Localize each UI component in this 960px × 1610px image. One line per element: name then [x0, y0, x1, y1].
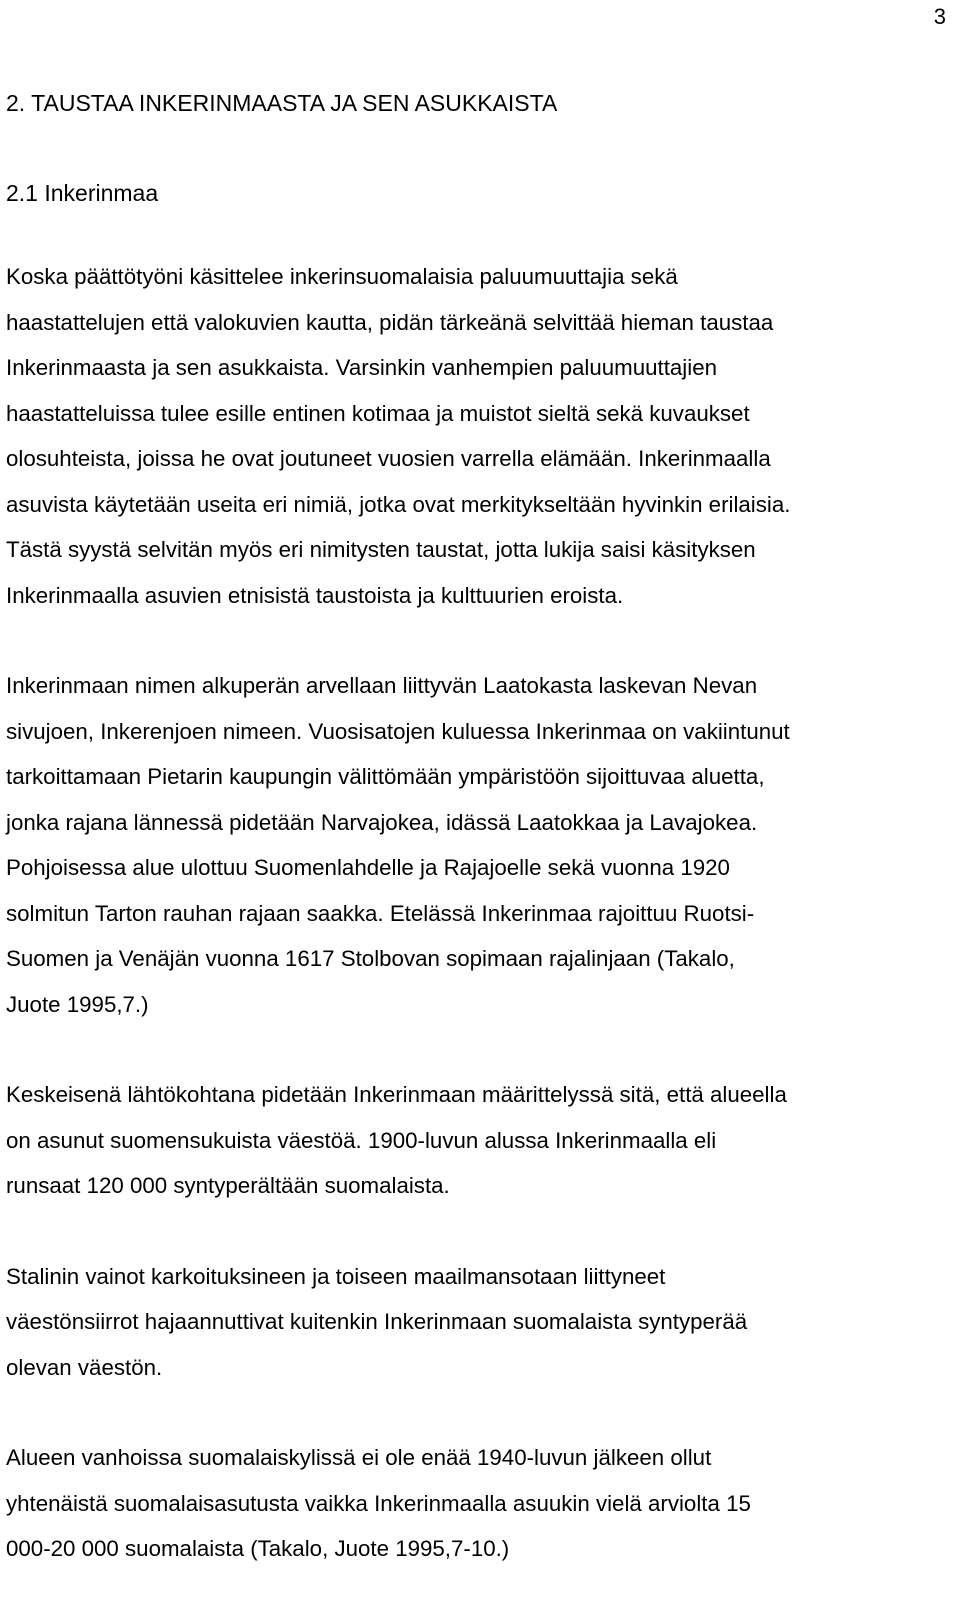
text-line: sivujoen, Inkerenjoen nimeen. Vuosisatojen kuluessa Inkerinmaa on vakiintunut — [6, 718, 790, 744]
text-line: solmitun Tarton rauhan rajaan saakka. Etelässä Inkerinmaa rajoittuu Ruotsi- — [6, 900, 755, 926]
text-line: yhtenäistä suomalaisasutusta vaikka Inkerinmaalla asuukin vielä arviolta 15 — [6, 1490, 751, 1516]
text-line: olevan väestön. — [6, 1354, 163, 1380]
text-line: Koska päättötyöni käsittelee inkerinsuomalaisia paluumuuttajia sekä — [6, 264, 678, 289]
text-line: Inkerinmaasta ja sen asukkaista. Varsinkin vanhempien paluumuuttajien — [6, 355, 718, 380]
text-line: 000-20 000 suomalaista (Takalo, Juote 1995,7-10.) — [6, 1536, 510, 1561]
document-body — [6, 84, 946, 1572]
text-line: on asunut suomensukuista väestöä. 1900-luvun alussa Inkerinmaalla eli — [6, 1127, 717, 1153]
text-line: väestönsiirrot hajaannuttivat kuitenkin Inkerinmaan suomalaista syntyperää — [6, 1309, 748, 1334]
paragraph — [6, 1254, 946, 1391]
page-number: 3 — [933, 4, 946, 29]
text-line: olosuhteista, joissa he ovat joutuneet vuosien varrella elämään. Inkerinmaalla — [6, 446, 771, 471]
text-line: Stalinin vainot karkoituksineen ja toiseen maailmansotaan liittyneet — [6, 1263, 666, 1289]
section-heading: 2. TAUSTAA INKERINMAASTA JA SEN ASUKKAISTA — [6, 90, 558, 116]
text-line: Pohjoisessa alue ulottuu Suomenlahdelle ja Rajajoelle sekä vuonna 1920 — [6, 855, 730, 880]
text-line: tarkoittamaan Pietarin kaupungin välittömään ympäristöön sijoittuvaa aluetta, — [6, 764, 765, 789]
subsection-heading: 2.1 Inkerinmaa — [6, 180, 159, 206]
paragraph — [6, 254, 946, 618]
text-line: jonka rajana lännessä pidetään Narvajokea, idässä Laatokkaa ja Lavajokea. — [6, 809, 758, 835]
text-line: haastattelujen että valokuvien kautta, pidän tärkeänä selvittää hieman taustaa — [6, 309, 774, 335]
text-line: Alueen vanhoissa suomalaiskylissä ei ole enää 1940-luvun jälkeen ollut — [6, 1445, 712, 1470]
text-line: Inkerinmaalla asuvien etnisistä taustoista ja kulttuurien eroista. — [6, 582, 624, 608]
paragraph — [6, 1072, 946, 1209]
text-line: haastatteluissa tulee esille entinen kotimaa ja muistot sieltä sekä kuvaukset — [6, 400, 750, 426]
text-line: Suomen ja Venäjän vuonna 1617 Stolbovan sopimaan rajalinjaan (Takalo, — [6, 946, 735, 971]
paragraph — [6, 1435, 946, 1572]
text-line: asuvista käytetään useita eri nimiä, jotka ovat merkitykseltään hyvinkin erilaisia. — [6, 491, 791, 517]
text-line: Juote 1995,7.) — [6, 991, 149, 1017]
text-line: Inkerinmaan nimen alkuperän arvellaan liittyvän Laatokasta laskevan Nevan — [6, 673, 758, 698]
text-line: Tästä syystä selvitän myös eri nimitysten taustat, jotta lukija saisi käsityksen — [6, 537, 756, 562]
text-line: runsaat 120 000 syntyperältään suomalaista. — [6, 1173, 450, 1198]
text-line: Keskeisenä lähtökohtana pidetään Inkerinmaan määrittelyssä sitä, että alueella — [6, 1082, 787, 1107]
paragraph — [6, 663, 946, 1027]
